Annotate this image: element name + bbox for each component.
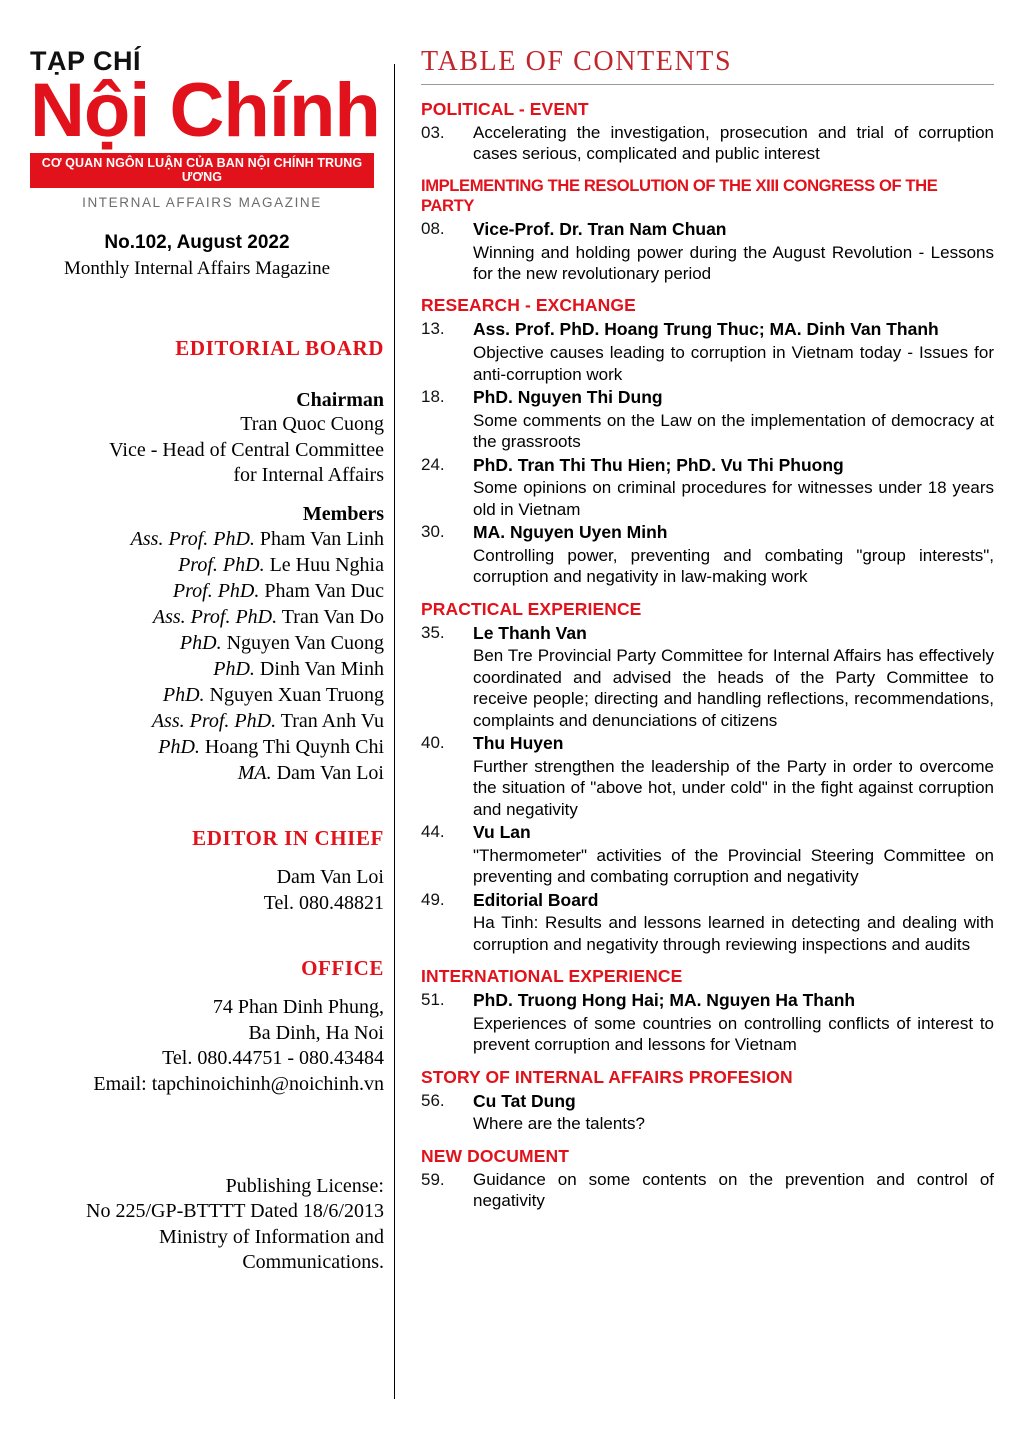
toc-entry-page: 44. bbox=[421, 821, 445, 841]
member-title: Prof. PhD. bbox=[178, 553, 265, 576]
toc-entry-text bbox=[473, 454, 994, 521]
toc-entry-text bbox=[473, 1090, 994, 1135]
toc-entry-page: 03. bbox=[421, 123, 445, 142]
member-name: Pham Van Duc bbox=[259, 579, 384, 602]
issue-number: No.102, August 2022 bbox=[104, 232, 290, 254]
member-name: Hoang Thi Quynh Chi bbox=[199, 735, 384, 758]
toc-body bbox=[421, 99, 994, 1212]
toc-entry[interactable] bbox=[421, 732, 994, 820]
chairman-role-line1: Vice - Head of Central Committee bbox=[109, 438, 384, 461]
toc-entry-title: Controlling power, preventing and combating "group interests", corruption and negativity in law-making work bbox=[473, 545, 994, 587]
member-row bbox=[22, 604, 384, 630]
masthead bbox=[22, 46, 384, 210]
toc-entry[interactable] bbox=[421, 821, 994, 888]
member-title: Ass. Prof. PhD. bbox=[130, 527, 255, 550]
toc-entry[interactable] bbox=[421, 386, 994, 453]
toc-entry-text bbox=[473, 386, 994, 453]
toc-entry-page: 30. bbox=[421, 522, 445, 542]
toc-entry[interactable] bbox=[421, 989, 994, 1056]
toc-entry-title: Guidance on some contents on the prevention and control of negativity bbox=[473, 1169, 994, 1211]
toc-entry-title: Experiences of some countries on controlling conflicts of interest to prevent corruption and lessons for Vietnam bbox=[473, 1013, 994, 1055]
toc-entry[interactable] bbox=[421, 122, 994, 165]
member-row bbox=[22, 682, 384, 708]
license-line2: No 225/GP-BTTTT Dated 18/6/2013 bbox=[86, 1200, 384, 1223]
member-name: Pham Van Linh bbox=[254, 527, 384, 550]
right-column bbox=[417, 46, 994, 1429]
toc-entry-page: 40. bbox=[421, 733, 445, 752]
editorial-board-heading: EDITORIAL BOARD bbox=[175, 336, 384, 361]
toc-entry-title: Accelerating the investigation, prosecution and trial of corruption cases serious, complicated and public interest bbox=[473, 123, 994, 164]
member-title: PhD. bbox=[179, 631, 222, 654]
toc-entry-author: Vice-Prof. Dr. Tran Nam Chuan bbox=[473, 218, 727, 239]
member-title: Prof. PhD. bbox=[172, 579, 260, 602]
member-title: PhD. bbox=[213, 657, 255, 680]
toc-entry-text bbox=[473, 622, 994, 731]
member-title: PhD. bbox=[158, 735, 200, 758]
member-name: Nguyen Xuan Truong bbox=[204, 683, 384, 706]
member-row bbox=[22, 552, 384, 578]
toc-entry-author: PhD. Truong Hong Hai; MA. Nguyen Ha Thanh bbox=[473, 990, 856, 1011]
masthead-red-bar: CƠ QUAN NGÔN LUẬN CỦA BAN NỘI CHÍNH TRUNG ƯƠNG bbox=[30, 153, 374, 188]
member-name: Tran Van Do bbox=[277, 605, 384, 628]
toc-entry[interactable] bbox=[421, 318, 994, 385]
toc-entry-title: Further strengthen the leadership of the Party in order to overcome the situation of "above hot, under cold" in the fight against corruption and negativity bbox=[473, 756, 994, 819]
toc-category: INTERNATIONAL EXPERIENCE bbox=[421, 966, 683, 987]
toc-entry-page: 18. bbox=[421, 386, 445, 406]
member-name: Dinh Van Minh bbox=[254, 657, 384, 680]
member-name: Le Huu Nghia bbox=[264, 553, 384, 576]
member-row bbox=[22, 630, 384, 656]
member-row bbox=[22, 734, 384, 760]
office-email[interactable]: Email: tapchinoichinh@noichinh.vn bbox=[93, 1072, 384, 1095]
office-tel: Tel. 080.44751 - 080.43484 bbox=[162, 1047, 384, 1070]
office-heading: OFFICE bbox=[301, 956, 384, 981]
toc-entry-text bbox=[473, 122, 994, 165]
toc-entry-page: 08. bbox=[421, 218, 445, 238]
editor-in-chief-tel: Tel. 080.48821 bbox=[263, 891, 384, 914]
license-line1: Publishing License: bbox=[225, 1174, 384, 1197]
masthead-title: Nội Chính bbox=[30, 68, 380, 153]
toc-entry[interactable] bbox=[421, 622, 994, 731]
toc-entry-page: 13. bbox=[421, 319, 445, 339]
toc-entry-page: 59. bbox=[421, 1169, 445, 1189]
toc-entry-author: PhD. Nguyen Thi Dung bbox=[473, 386, 663, 407]
toc-category: IMPLEMENTING THE RESOLUTION OF THE XIII CONGRESS OF THE PARTY bbox=[421, 175, 938, 215]
toc-category: POLITICAL - EVENT bbox=[421, 99, 589, 119]
member-row bbox=[22, 578, 384, 604]
toc-entry-author: Le Thanh Van bbox=[473, 622, 587, 643]
member-title: Ass. Prof. PhD. bbox=[152, 605, 278, 628]
member-title: MA. bbox=[237, 761, 272, 784]
member-name: Dam Van Loi bbox=[271, 761, 384, 784]
toc-entry-page: 56. bbox=[421, 1090, 445, 1110]
chairman-role-line2: for Internal Affairs bbox=[233, 464, 384, 487]
toc-entry-title: Some opinions on criminal procedures for witnesses under 18 years old in Vietnam bbox=[473, 478, 994, 519]
toc-entry-author: PhD. Tran Thi Thu Hien; PhD. Vu Thi Phuong bbox=[473, 454, 844, 475]
license-line4: Communications. bbox=[242, 1251, 384, 1274]
member-row bbox=[22, 760, 384, 786]
toc-entry-page: 51. bbox=[421, 990, 445, 1010]
toc-entry[interactable] bbox=[421, 218, 994, 285]
toc-entry-title: Winning and holding power during the August Revolution - Lessons for the new revolutionary period bbox=[473, 242, 994, 283]
toc-entry-title: "Thermometer" activities of the Provincial Steering Committee on preventing and combating corruption and negativity bbox=[473, 845, 994, 887]
toc-entry-text bbox=[473, 1169, 994, 1212]
toc-category: NEW DOCUMENT bbox=[421, 1145, 569, 1166]
member-title: PhD. bbox=[162, 683, 205, 706]
toc-entry-author: Ass. Prof. PhD. Hoang Trung Thuc; MA. Dinh Van Thanh bbox=[473, 319, 939, 340]
member-name: Tran Anh Vu bbox=[276, 709, 384, 732]
toc-entry-title: Ha Tinh: Results and lessons learned in detecting and dealing with corruption and negativity through reviewing inspections and audits bbox=[473, 913, 994, 954]
column-divider bbox=[394, 64, 395, 1399]
chairman-label: Chairman bbox=[296, 389, 384, 412]
toc-entry[interactable] bbox=[421, 889, 994, 956]
toc-entry-text bbox=[473, 318, 994, 385]
masthead-subtitle-en: INTERNAL AFFAIRS MAGAZINE bbox=[82, 195, 322, 211]
members-list bbox=[22, 526, 384, 786]
toc-category: RESEARCH - EXCHANGE bbox=[421, 295, 636, 316]
office-address-line1: 74 Phan Dinh Phung, bbox=[212, 996, 384, 1019]
toc-entry-author: MA. Nguyen Uyen Minh bbox=[473, 522, 668, 543]
toc-entry-text bbox=[473, 521, 994, 588]
editor-in-chief-heading: EDITOR IN CHIEF bbox=[192, 825, 384, 850]
license-line3: Ministry of Information and bbox=[159, 1225, 384, 1248]
toc-title: TABLE OF CONTENTS bbox=[421, 46, 733, 77]
masthead-kicker: TẠP CHÍ bbox=[30, 46, 142, 76]
member-row bbox=[22, 708, 384, 734]
issue-frequency: Monthly Internal Affairs Magazine bbox=[63, 258, 331, 280]
chairman-name: Tran Quoc Cuong bbox=[240, 413, 384, 436]
toc-entry-author: Vu Lan bbox=[473, 821, 531, 842]
office-address-line2: Ba Dinh, Ha Noi bbox=[248, 1021, 384, 1044]
toc-entry-title: Where are the talents? bbox=[473, 1114, 645, 1134]
toc-entry-text bbox=[473, 732, 994, 820]
member-name: Nguyen Van Cuong bbox=[221, 631, 384, 654]
toc-entry-title: Some comments on the Law on the implementation of democracy at the grassroots bbox=[473, 410, 994, 452]
toc-entry-text bbox=[473, 989, 994, 1056]
toc-entry-title: Ben Tre Provincial Party Committee for Internal Affairs has effectively coordinated and advised the heads of the Party Committee to receive people; directing and handling reflections, recommendations, complaints and denunciations of citizens bbox=[473, 646, 994, 730]
toc-entry-author: Thu Huyen bbox=[473, 733, 564, 753]
editor-in-chief-name: Dam Van Loi bbox=[276, 865, 384, 888]
toc-entry-author: Editorial Board bbox=[473, 889, 599, 910]
toc-entry-page: 49. bbox=[421, 889, 445, 909]
toc-entry[interactable] bbox=[421, 1169, 994, 1212]
toc-category: STORY OF INTERNAL AFFAIRS PROFESION bbox=[421, 1066, 793, 1087]
member-row bbox=[22, 526, 384, 552]
toc-entry-title: Objective causes leading to corruption in Vietnam today - Issues for anti-corruption work bbox=[473, 343, 994, 384]
toc-entry-page: 35. bbox=[421, 622, 445, 642]
members-label: Members bbox=[302, 502, 384, 525]
toc-category: PRACTICAL EXPERIENCE bbox=[421, 598, 642, 619]
toc-entry[interactable] bbox=[421, 454, 994, 521]
member-title: Ass. Prof. PhD. bbox=[151, 709, 277, 732]
toc-entry-page: 24. bbox=[421, 454, 445, 474]
toc-entry-text bbox=[473, 821, 994, 888]
member-row bbox=[22, 656, 384, 682]
toc-entry[interactable] bbox=[421, 521, 994, 588]
left-column bbox=[22, 46, 394, 1429]
toc-entry-text bbox=[473, 218, 994, 285]
toc-entry-text bbox=[473, 889, 994, 956]
toc-entry[interactable] bbox=[421, 1090, 994, 1135]
toc-title-rule bbox=[421, 84, 994, 85]
toc-entry-author: Cu Tat Dung bbox=[473, 1090, 576, 1111]
